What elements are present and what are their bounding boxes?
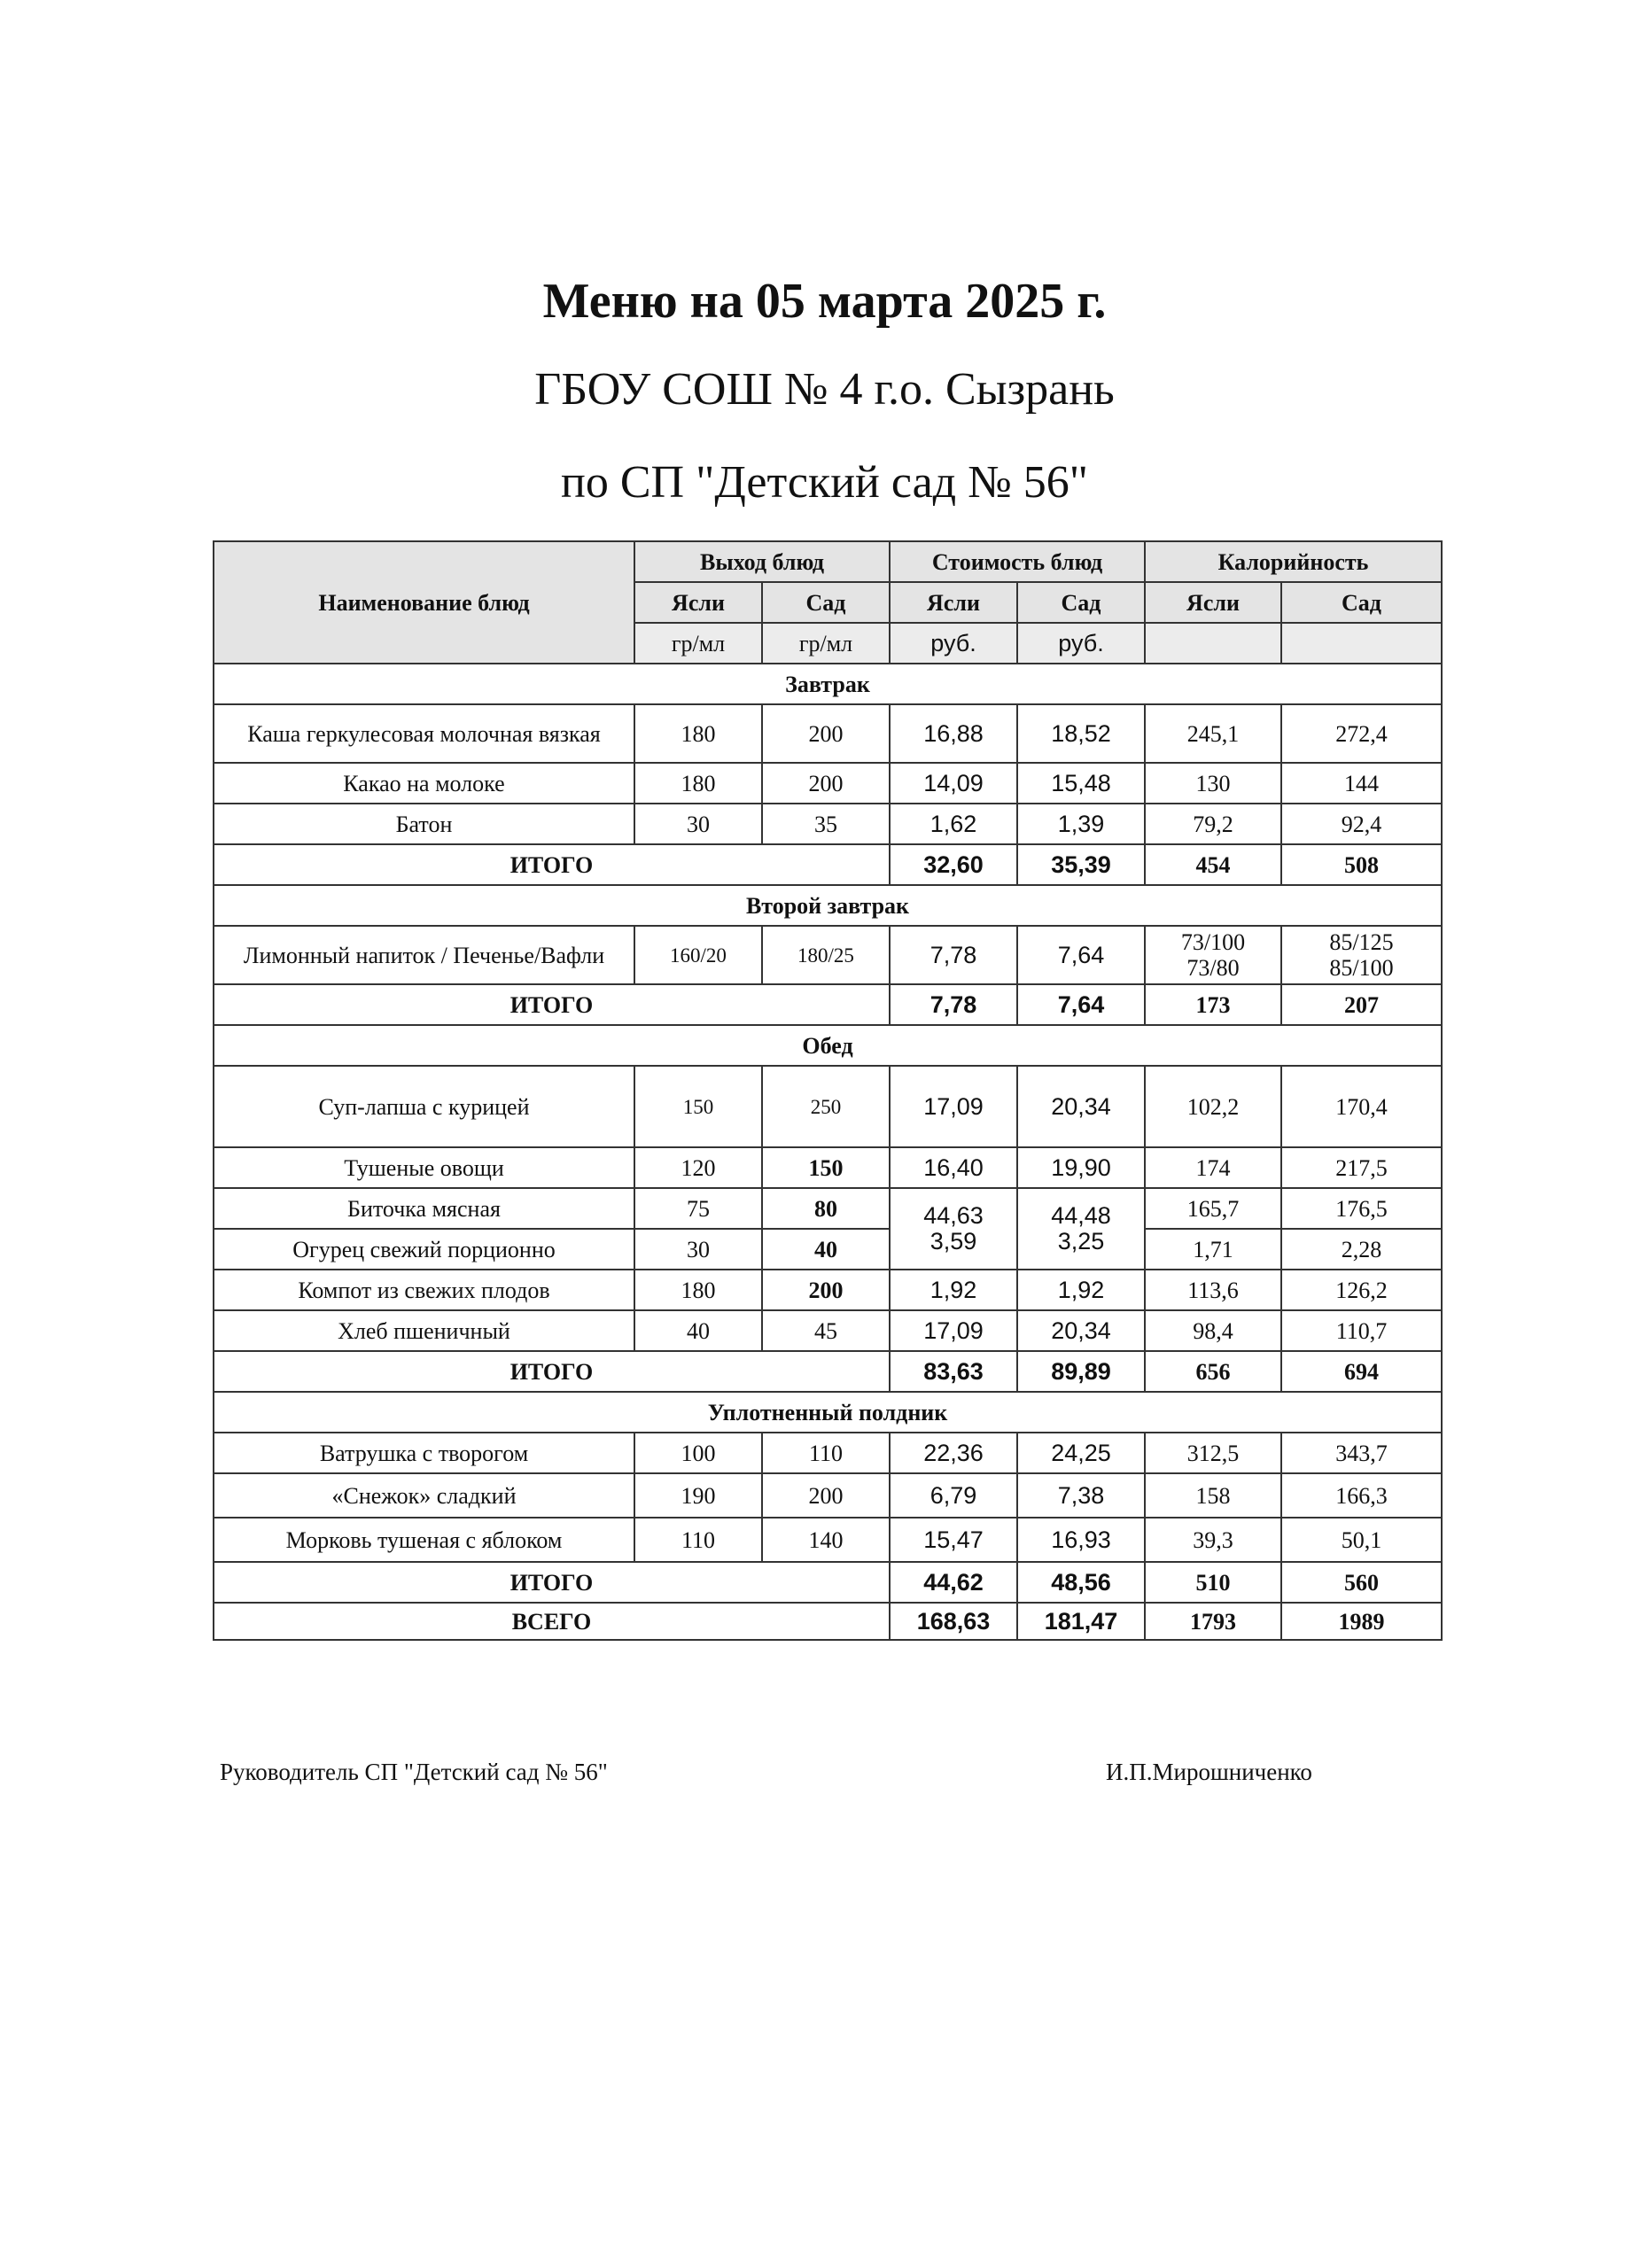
- total-cost-yasli: 32,60: [890, 844, 1017, 885]
- cal-yasli: 312,5: [1145, 1433, 1281, 1473]
- cal-sad-line2: 85/100: [1329, 955, 1394, 981]
- table-row: [214, 704, 1442, 763]
- cal-yasli: [1145, 926, 1281, 984]
- cost-sad: 18,52: [1017, 704, 1145, 763]
- cal-sad: 166,3: [1281, 1473, 1442, 1518]
- section-snack: [214, 1392, 1442, 1433]
- table-row: [214, 1433, 1442, 1473]
- total-cost-yasli: 83,63: [890, 1351, 1017, 1392]
- dish-name: Огурец свежий порционно: [214, 1229, 634, 1270]
- table-row: [214, 763, 1442, 804]
- dish-name: Тушеные овощи: [214, 1147, 634, 1188]
- dish-name: Суп-лапша с курицей: [214, 1066, 634, 1147]
- yield-yasli: 180: [634, 704, 762, 763]
- cal-sad: 176,5: [1281, 1188, 1442, 1229]
- total-row: [214, 844, 1442, 885]
- total-row: [214, 984, 1442, 1025]
- cost-yasli: 17,09: [890, 1310, 1017, 1351]
- yield-yasli: 180: [634, 1270, 762, 1310]
- total-row: [214, 1562, 1442, 1603]
- kindergarten-name: по СП "Детский сад № 56": [561, 457, 1088, 508]
- cal-yasli-line1: 73/100: [1180, 929, 1246, 955]
- grand-total-cost-sad: 181,47: [1017, 1603, 1145, 1640]
- yield-sad: 150: [762, 1147, 890, 1188]
- cost-yasli-header: Ясли: [890, 582, 1017, 623]
- cost-sad: 1,92: [1017, 1270, 1145, 1310]
- table-row: [214, 1518, 1442, 1562]
- cal-yasli: 79,2: [1145, 804, 1281, 844]
- cost-sad: 7,38: [1017, 1473, 1145, 1518]
- unit-yield-sad: гр/мл: [762, 623, 890, 664]
- total-cal-yasli: 173: [1145, 984, 1281, 1025]
- section-lunch: [214, 1025, 1442, 1066]
- section-breakfast: [214, 664, 1442, 704]
- signatory-name: И.П.Мирошниченко: [1106, 1759, 1312, 1785]
- yield-yasli: 100: [634, 1433, 762, 1473]
- cost-yasli-line1: 44,63: [923, 1202, 984, 1229]
- yield-sad: 200: [762, 704, 890, 763]
- table-row: [214, 1310, 1442, 1351]
- grand-total-cal-yasli: 1793: [1145, 1603, 1281, 1640]
- cost-sad: 19,90: [1017, 1147, 1145, 1188]
- cal-sad: [1281, 926, 1442, 984]
- cost-sad: 7,64: [1017, 926, 1145, 984]
- cost-yasli-merged: [890, 1188, 1017, 1270]
- yield-sad: 110: [762, 1433, 890, 1473]
- cost-yasli: 1,62: [890, 804, 1017, 844]
- header-row-groups: [214, 541, 1442, 582]
- total-label: ИТОГО: [214, 1562, 890, 1603]
- cost-yasli: 14,09: [890, 763, 1017, 804]
- yield-yasli: 30: [634, 1229, 762, 1270]
- total-cal-yasli: 510: [1145, 1562, 1281, 1603]
- grand-total-label: ВСЕГО: [214, 1603, 890, 1640]
- section-label: Обед: [214, 1025, 1442, 1066]
- unit-yield-yasli: гр/мл: [634, 623, 762, 664]
- cost-sad-merged: [1017, 1188, 1145, 1270]
- cal-yasli: 158: [1145, 1473, 1281, 1518]
- total-cal-sad: 560: [1281, 1562, 1442, 1603]
- grand-total-cost-yasli: 168,63: [890, 1603, 1017, 1640]
- cost-yasli: 22,36: [890, 1433, 1017, 1473]
- cost-sad: 1,39: [1017, 804, 1145, 844]
- cal-sad: 144: [1281, 763, 1442, 804]
- cost-yasli: 7,78: [890, 926, 1017, 984]
- yield-yasli: 150: [634, 1066, 762, 1147]
- cost-yasli: 16,88: [890, 704, 1017, 763]
- yield-group-header: Выход блюд: [634, 541, 890, 582]
- dish-name: Биточка мясная: [214, 1188, 634, 1229]
- cal-yasli: 102,2: [1145, 1066, 1281, 1147]
- yield-sad: 35: [762, 804, 890, 844]
- yield-sad: 45: [762, 1310, 890, 1351]
- table-row: [214, 1270, 1442, 1310]
- total-cost-yasli: 44,62: [890, 1562, 1017, 1603]
- grand-total-cal-sad: 1989: [1281, 1603, 1442, 1640]
- school-name: ГБОУ СОШ № 4 г.о. Сызрань: [534, 364, 1115, 415]
- yield-sad: 180/25: [762, 926, 890, 984]
- yield-yasli: 120: [634, 1147, 762, 1188]
- table-row: [214, 1188, 1442, 1229]
- section-second-breakfast: [214, 885, 1442, 926]
- cal-sad: 343,7: [1281, 1433, 1442, 1473]
- cal-yasli: 130: [1145, 763, 1281, 804]
- cal-yasli: 174: [1145, 1147, 1281, 1188]
- table-row: [214, 1229, 1442, 1270]
- cal-sad: 217,5: [1281, 1147, 1442, 1188]
- yield-yasli: 160/20: [634, 926, 762, 984]
- yield-sad: 200: [762, 1473, 890, 1518]
- table-row: [214, 1147, 1442, 1188]
- col-name-header: Наименование блюд: [214, 541, 634, 664]
- unit-cal-yasli: [1145, 623, 1281, 664]
- total-label: ИТОГО: [214, 844, 890, 885]
- dish-name: Каша геркулесовая молочная вязкая: [214, 704, 634, 763]
- yield-yasli: 110: [634, 1518, 762, 1562]
- cal-yasli: 113,6: [1145, 1270, 1281, 1310]
- total-cal-sad: 508: [1281, 844, 1442, 885]
- total-label: ИТОГО: [214, 984, 890, 1025]
- cal-yasli: 98,4: [1145, 1310, 1281, 1351]
- yield-yasli: 75: [634, 1188, 762, 1229]
- dish-name: Хлеб пшеничный: [214, 1310, 634, 1351]
- cost-sad-line1: 44,48: [1051, 1202, 1111, 1229]
- total-cal-sad: 207: [1281, 984, 1442, 1025]
- table-row: [214, 804, 1442, 844]
- cost-sad-header: Сад: [1017, 582, 1145, 623]
- cal-yasli-line2: 73/80: [1186, 955, 1240, 981]
- total-cost-sad: 7,64: [1017, 984, 1145, 1025]
- cost-sad: 24,25: [1017, 1433, 1145, 1473]
- unit-cost-yasli: руб.: [890, 623, 1017, 664]
- cal-yasli: 1,71: [1145, 1229, 1281, 1270]
- total-cal-yasli: 454: [1145, 844, 1281, 885]
- dish-name: Лимонный напиток / Печенье/Вафли: [214, 926, 634, 984]
- cal-sad: 170,4: [1281, 1066, 1442, 1147]
- cal-sad: 92,4: [1281, 804, 1442, 844]
- total-cost-sad: 89,89: [1017, 1351, 1145, 1392]
- total-cost-yasli: 7,78: [890, 984, 1017, 1025]
- total-row: [214, 1351, 1442, 1392]
- total-cost-sad: 35,39: [1017, 844, 1145, 885]
- cal-yasli: 245,1: [1145, 704, 1281, 763]
- section-label: Завтрак: [214, 664, 1442, 704]
- table-row: [214, 1066, 1442, 1147]
- cost-yasli: 17,09: [890, 1066, 1017, 1147]
- cal-sad: 126,2: [1281, 1270, 1442, 1310]
- total-cal-sad: 694: [1281, 1351, 1442, 1392]
- section-label: Уплотненный полдник: [214, 1392, 1442, 1433]
- yield-sad-header: Сад: [762, 582, 890, 623]
- cal-yasli-header: Ясли: [1145, 582, 1281, 623]
- cal-sad-line1: 85/125: [1329, 929, 1394, 955]
- table-row: [214, 1473, 1442, 1518]
- yield-yasli-header: Ясли: [634, 582, 762, 623]
- section-label: Второй завтрак: [214, 885, 1442, 926]
- unit-cost-sad: руб.: [1017, 623, 1145, 664]
- dish-name: Компот из свежих плодов: [214, 1270, 634, 1310]
- unit-cal-sad: [1281, 623, 1442, 664]
- cal-group-header: Калорийность: [1145, 541, 1442, 582]
- menu-table: [213, 540, 1443, 1641]
- yield-yasli: 30: [634, 804, 762, 844]
- cal-yasli: 39,3: [1145, 1518, 1281, 1562]
- dish-name: Морковь тушеная с яблоком: [214, 1518, 634, 1562]
- cal-sad: 272,4: [1281, 704, 1442, 763]
- yield-sad: 200: [762, 1270, 890, 1310]
- cal-sad: 2,28: [1281, 1229, 1442, 1270]
- yield-sad: 250: [762, 1066, 890, 1147]
- yield-sad: 200: [762, 763, 890, 804]
- dish-name: Батон: [214, 804, 634, 844]
- yield-sad: 140: [762, 1518, 890, 1562]
- cost-sad: 20,34: [1017, 1310, 1145, 1351]
- cost-sad: 16,93: [1017, 1518, 1145, 1562]
- total-label: ИТОГО: [214, 1351, 890, 1392]
- page-title: Меню на 05 марта 2025 г.: [542, 274, 1107, 329]
- yield-yasli: 180: [634, 763, 762, 804]
- cal-sad-header: Сад: [1281, 582, 1442, 623]
- yield-sad: 40: [762, 1229, 890, 1270]
- cost-group-header: Стоимость блюд: [890, 541, 1145, 582]
- grand-total-row: [214, 1603, 1442, 1640]
- total-cost-sad: 48,56: [1017, 1562, 1145, 1603]
- dish-name: «Снежок» сладкий: [214, 1473, 634, 1518]
- cost-yasli: 6,79: [890, 1473, 1017, 1518]
- cost-yasli: 1,92: [890, 1270, 1017, 1310]
- cal-sad: 110,7: [1281, 1310, 1442, 1351]
- table-row: [214, 926, 1442, 984]
- cost-sad: 20,34: [1017, 1066, 1145, 1147]
- cost-sad: 15,48: [1017, 763, 1145, 804]
- yield-sad: 80: [762, 1188, 890, 1229]
- dish-name: Какао на молоке: [214, 763, 634, 804]
- yield-yasli: 40: [634, 1310, 762, 1351]
- dish-name: Ватрушка с творогом: [214, 1433, 634, 1473]
- signatory-position: Руководитель СП "Детский сад № 56": [220, 1759, 608, 1785]
- total-cal-yasli: 656: [1145, 1351, 1281, 1392]
- cal-yasli: 165,7: [1145, 1188, 1281, 1229]
- cost-sad-line2: 3,25: [1057, 1228, 1105, 1254]
- cost-yasli: 15,47: [890, 1518, 1017, 1562]
- yield-yasli: 190: [634, 1473, 762, 1518]
- cost-yasli-line2: 3,59: [930, 1228, 977, 1254]
- cost-yasli: 16,40: [890, 1147, 1017, 1188]
- cal-sad: 50,1: [1281, 1518, 1442, 1562]
